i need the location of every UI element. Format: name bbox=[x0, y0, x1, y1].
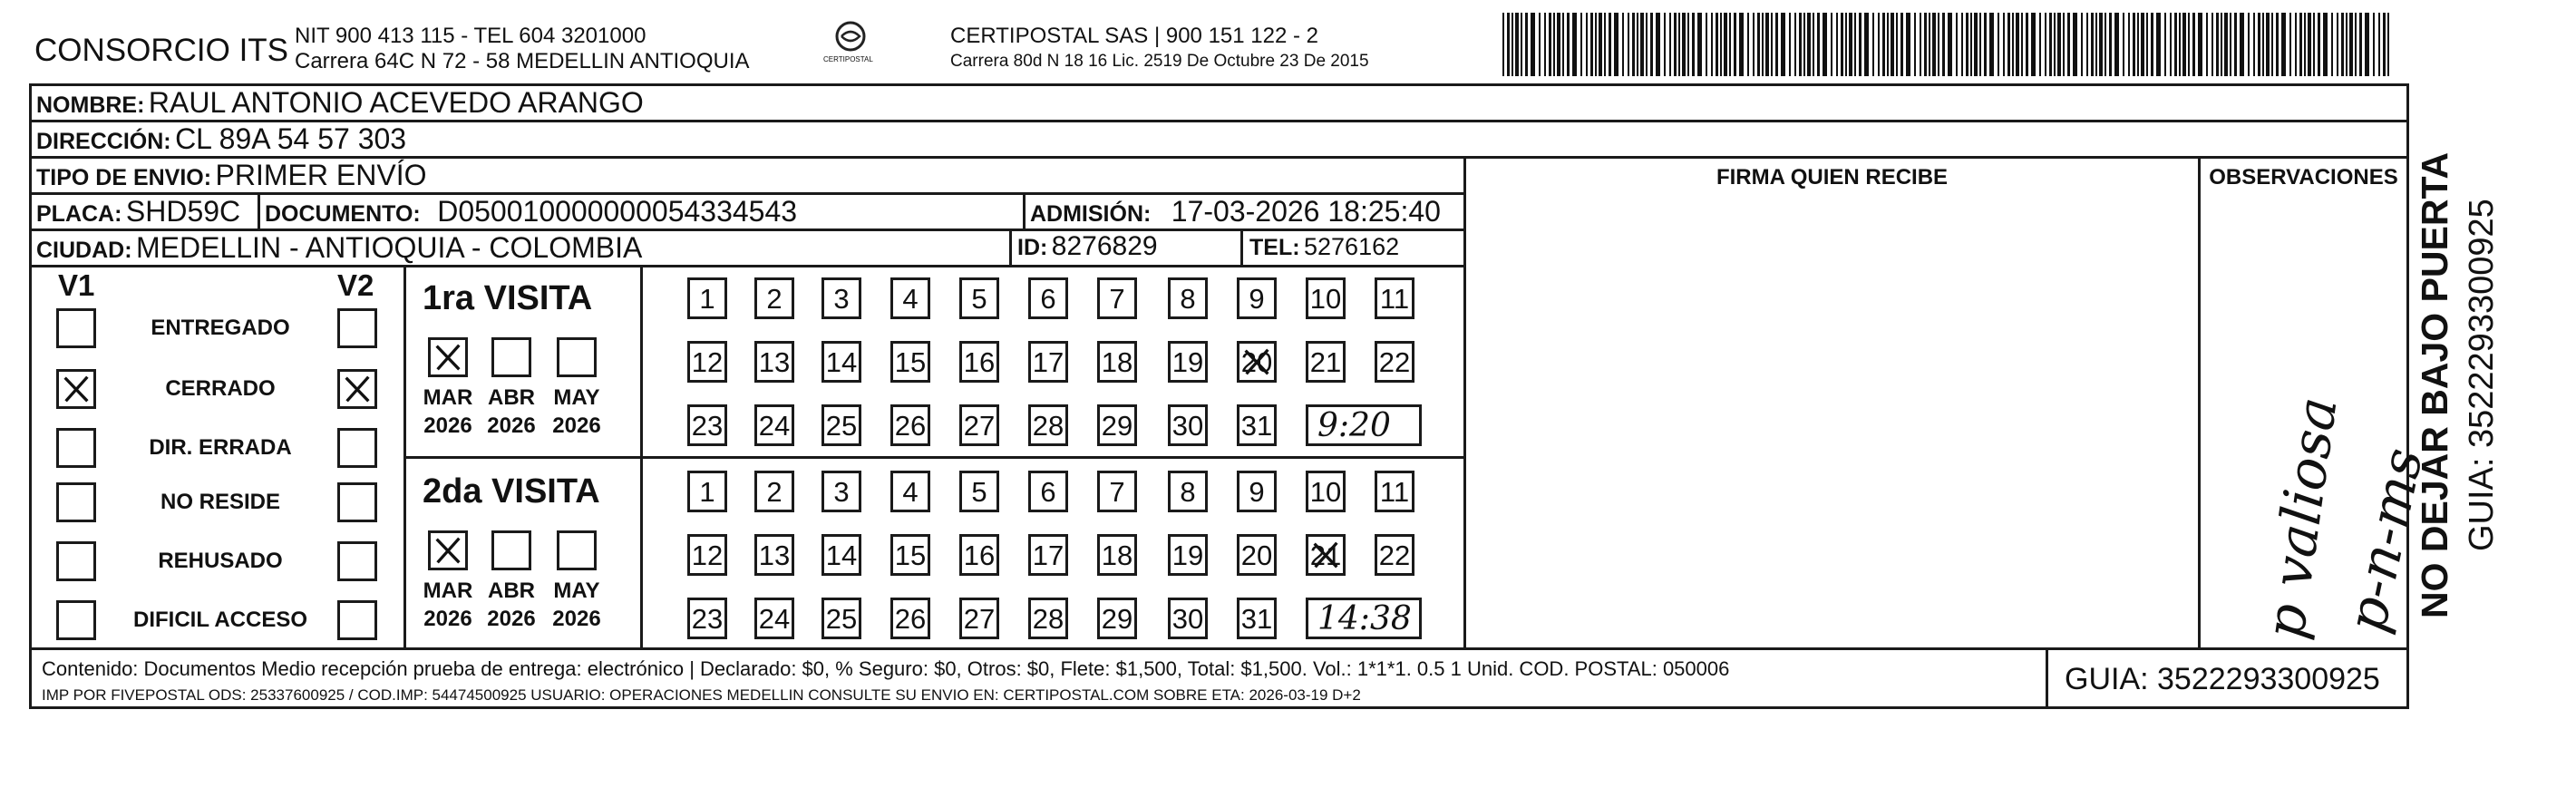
day-box[interactable] bbox=[1028, 341, 1068, 383]
day-box[interactable] bbox=[1375, 471, 1414, 512]
v1-checkbox[interactable] bbox=[56, 369, 96, 409]
company-address: Carrera 64C N 72 - 58 MEDELLIN ANTIOQUIA bbox=[295, 49, 750, 73]
day-box[interactable] bbox=[1237, 341, 1277, 383]
day-box[interactable] bbox=[1375, 534, 1414, 576]
day-number: 24 bbox=[758, 410, 791, 442]
day-box[interactable] bbox=[1028, 534, 1068, 576]
tel-value: 5276162 bbox=[1304, 233, 1400, 260]
day-box[interactable] bbox=[959, 277, 999, 319]
day-box[interactable] bbox=[1237, 404, 1277, 446]
visit-time: 9:20 bbox=[1317, 407, 1391, 444]
day-number: 26 bbox=[894, 603, 927, 635]
day-box[interactable] bbox=[1097, 277, 1137, 319]
day-box[interactable] bbox=[1375, 277, 1414, 319]
day-number: 23 bbox=[691, 410, 724, 442]
placa-label: PLACA: bbox=[36, 201, 122, 227]
day-box[interactable] bbox=[821, 534, 861, 576]
day-number: 5 bbox=[971, 476, 987, 508]
day-box[interactable] bbox=[821, 471, 861, 512]
day-number: 23 bbox=[691, 603, 724, 635]
placa-value: SHD59C bbox=[125, 195, 241, 228]
logo-text: CERTIPOSTAL bbox=[823, 55, 873, 63]
footer-imp: IMP POR FIVEPOSTAL ODS: 25337600925 / COD.IMP: 54474500925 USUARIO: OPERACIONES MEDELLIN CONSULTE SU ENVIO EN: CERTIPOSTAL.COM SOBRE ETA: 2026-03-19 D+2 bbox=[42, 686, 1361, 704]
placa-row bbox=[36, 197, 240, 226]
day-number: 22 bbox=[1378, 540, 1411, 571]
day-number: 19 bbox=[1171, 540, 1204, 571]
status-label: REHUSADO bbox=[158, 549, 283, 573]
day-number: 16 bbox=[963, 540, 996, 571]
day-number: 30 bbox=[1171, 410, 1204, 442]
day-number: 7 bbox=[1109, 283, 1125, 315]
day-box[interactable] bbox=[754, 277, 794, 319]
nombre-value: RAUL ANTONIO ACEVEDO ARANGO bbox=[148, 86, 644, 119]
month-checkbox[interactable] bbox=[491, 337, 531, 377]
day-number: 4 bbox=[902, 283, 919, 315]
day-number: 18 bbox=[1101, 346, 1133, 378]
month-label: ABR bbox=[488, 385, 535, 410]
day-box[interactable] bbox=[1168, 341, 1208, 383]
status-label: ENTREGADO bbox=[151, 316, 290, 340]
day-number: 26 bbox=[894, 410, 927, 442]
day-box[interactable] bbox=[1028, 471, 1068, 512]
tel-label: TEL: bbox=[1249, 235, 1300, 260]
month-label: MAY bbox=[553, 385, 600, 410]
v2-checkbox[interactable] bbox=[337, 369, 377, 409]
day-number: 5 bbox=[971, 283, 987, 315]
admision-value: 17-03-2026 18:25:40 bbox=[1171, 195, 1441, 228]
day-box[interactable] bbox=[1028, 404, 1068, 446]
visit-title: 1ra VISITA bbox=[423, 279, 593, 317]
documento-value: D050010000000054334543 bbox=[437, 195, 798, 228]
observation-note-1: p valiosa bbox=[2253, 393, 2350, 644]
day-box[interactable] bbox=[1097, 471, 1137, 512]
month-checkbox[interactable] bbox=[491, 530, 531, 570]
day-box[interactable] bbox=[754, 534, 794, 576]
day-box[interactable] bbox=[1306, 341, 1346, 383]
day-number: 27 bbox=[963, 603, 996, 635]
side-guia: GUIA: 3522293300925 bbox=[2463, 199, 2501, 551]
footer-contenido: Contenido: Documentos Medio recepción prueba de entrega: electrónico | Declarado: $0, % Seguro: $0, Otros: $0, Flete: $1,500, Total: $1,500. Vol.: 1*1*1. 0.5 1 Unid. COD. POSTAL: 050006 bbox=[42, 657, 1730, 680]
day-box[interactable] bbox=[687, 534, 727, 576]
day-box[interactable] bbox=[687, 404, 727, 446]
day-box[interactable] bbox=[821, 404, 861, 446]
day-number: 6 bbox=[1040, 283, 1056, 315]
day-box[interactable] bbox=[959, 534, 999, 576]
day-number: 25 bbox=[825, 410, 858, 442]
ciudad-row bbox=[36, 233, 642, 262]
company-nit: NIT 900 413 115 - TEL 604 3201000 bbox=[295, 24, 646, 48]
day-box[interactable] bbox=[890, 598, 930, 639]
day-number: 17 bbox=[1032, 540, 1064, 571]
status-label: NO RESIDE bbox=[160, 490, 281, 514]
day-box[interactable] bbox=[1097, 404, 1137, 446]
day-number: 11 bbox=[1379, 283, 1410, 315]
month-checkbox[interactable] bbox=[557, 337, 597, 377]
day-number: 13 bbox=[758, 540, 791, 571]
day-number: 17 bbox=[1032, 346, 1064, 378]
day-box[interactable] bbox=[1237, 534, 1277, 576]
day-number: 13 bbox=[758, 346, 791, 378]
day-number: 2 bbox=[766, 283, 783, 315]
direccion-label: DIRECCIÓN: bbox=[36, 129, 171, 154]
day-number: 8 bbox=[1180, 283, 1196, 315]
visit-time-box[interactable] bbox=[1306, 598, 1422, 639]
status-label: DIFICIL ACCESO bbox=[132, 608, 307, 632]
tipo-row bbox=[36, 160, 426, 190]
day-box[interactable] bbox=[1097, 598, 1137, 639]
day-box[interactable] bbox=[1306, 277, 1346, 319]
day-box[interactable] bbox=[1168, 471, 1208, 512]
v1-checkbox[interactable] bbox=[56, 600, 96, 640]
day-number: 31 bbox=[1240, 410, 1273, 442]
day-box[interactable] bbox=[1306, 534, 1346, 576]
v2-checkbox[interactable] bbox=[337, 541, 377, 581]
visit-title: 2da VISITA bbox=[423, 472, 600, 510]
firma-header: FIRMA QUIEN RECIBE bbox=[1716, 165, 1949, 190]
day-number: 25 bbox=[825, 603, 858, 635]
courier-address: Carrera 80d N 18 16 Lic. 2519 De Octubre 23 De 2015 bbox=[950, 52, 1369, 71]
direccion-row bbox=[36, 124, 406, 153]
day-box[interactable] bbox=[959, 341, 999, 383]
direccion-value: CL 89A 54 57 303 bbox=[175, 122, 407, 155]
day-number: 12 bbox=[691, 540, 724, 571]
day-number: 14 bbox=[825, 540, 858, 571]
day-number: 28 bbox=[1032, 410, 1064, 442]
day-box[interactable] bbox=[890, 341, 930, 383]
day-number: 21 bbox=[1309, 346, 1342, 378]
day-box[interactable] bbox=[1168, 404, 1208, 446]
admision-row bbox=[1030, 197, 1441, 226]
day-box[interactable] bbox=[1237, 277, 1277, 319]
day-box[interactable] bbox=[754, 471, 794, 512]
v2-label: V2 bbox=[337, 268, 374, 302]
v2-checkbox[interactable] bbox=[337, 428, 377, 468]
ciudad-value: MEDELLIN - ANTIOQUIA - COLOMBIA bbox=[136, 231, 643, 264]
day-number: 31 bbox=[1240, 603, 1273, 635]
day-box[interactable] bbox=[687, 471, 727, 512]
day-number: 9 bbox=[1249, 283, 1265, 315]
day-box[interactable] bbox=[754, 341, 794, 383]
v2-checkbox[interactable] bbox=[337, 308, 377, 348]
day-box[interactable] bbox=[959, 404, 999, 446]
v1-checkbox[interactable] bbox=[56, 541, 96, 581]
day-box[interactable] bbox=[890, 404, 930, 446]
observation-note-2: p-n-ms bbox=[2335, 442, 2436, 638]
day-number: 18 bbox=[1101, 540, 1133, 571]
day-box[interactable] bbox=[1306, 471, 1346, 512]
day-number: 29 bbox=[1101, 603, 1133, 635]
ciudad-label: CIUDAD: bbox=[36, 238, 132, 263]
day-box[interactable] bbox=[821, 341, 861, 383]
v1-checkbox[interactable] bbox=[56, 428, 96, 468]
year-label: 2026 bbox=[552, 607, 601, 631]
year-label: 2026 bbox=[487, 413, 536, 438]
day-box[interactable] bbox=[1237, 598, 1277, 639]
v1-checkbox[interactable] bbox=[56, 482, 96, 522]
month-label: ABR bbox=[488, 579, 535, 603]
day-box[interactable] bbox=[821, 277, 861, 319]
year-label: 2026 bbox=[423, 413, 472, 438]
day-number: 15 bbox=[894, 540, 927, 571]
month-checkbox[interactable] bbox=[428, 337, 468, 377]
day-box[interactable] bbox=[890, 471, 930, 512]
year-label: 2026 bbox=[487, 607, 536, 631]
day-number: 16 bbox=[963, 346, 996, 378]
day-number: 20 bbox=[1240, 346, 1273, 378]
day-box[interactable] bbox=[1028, 598, 1068, 639]
status-label: CERRADO bbox=[165, 376, 276, 401]
day-box[interactable] bbox=[1097, 534, 1137, 576]
day-number: 22 bbox=[1378, 346, 1411, 378]
tel-row bbox=[1249, 235, 1399, 259]
courier-name: CERTIPOSTAL SAS | 900 151 122 - 2 bbox=[950, 24, 1318, 48]
day-number: 12 bbox=[691, 346, 724, 378]
day-number: 28 bbox=[1032, 603, 1064, 635]
day-number: 21 bbox=[1309, 540, 1342, 571]
day-number: 11 bbox=[1379, 476, 1410, 508]
v1-checkbox[interactable] bbox=[56, 308, 96, 348]
month-checkbox[interactable] bbox=[557, 530, 597, 570]
day-number: 27 bbox=[963, 410, 996, 442]
day-box[interactable] bbox=[687, 341, 727, 383]
day-number: 29 bbox=[1101, 410, 1133, 442]
day-number: 10 bbox=[1309, 476, 1342, 508]
month-label: MAY bbox=[553, 579, 600, 603]
certipostal-logo bbox=[814, 20, 887, 69]
day-box[interactable] bbox=[959, 471, 999, 512]
day-number: 15 bbox=[894, 346, 927, 378]
status-label: DIR. ERRADA bbox=[149, 435, 292, 460]
v2-checkbox[interactable] bbox=[337, 600, 377, 640]
nombre-label: NOMBRE: bbox=[36, 92, 145, 118]
footer-guia: GUIA: 3522293300925 bbox=[2065, 662, 2380, 696]
day-number: 3 bbox=[833, 283, 850, 315]
day-number: 1 bbox=[699, 476, 715, 508]
day-number: 4 bbox=[902, 476, 919, 508]
day-number: 2 bbox=[766, 476, 783, 508]
v1-label: V1 bbox=[58, 268, 95, 302]
day-box[interactable] bbox=[1237, 471, 1277, 512]
day-box[interactable] bbox=[959, 598, 999, 639]
day-number: 7 bbox=[1109, 476, 1125, 508]
id-value: 8276829 bbox=[1051, 231, 1158, 261]
day-box[interactable] bbox=[890, 277, 930, 319]
tipo-label: TIPO DE ENVIO: bbox=[36, 165, 212, 190]
tipo-value: PRIMER ENVÍO bbox=[215, 159, 427, 191]
day-number: 20 bbox=[1240, 540, 1273, 571]
visit-time-box[interactable] bbox=[1306, 404, 1422, 446]
day-number: 30 bbox=[1171, 603, 1204, 635]
visit-time: 14:38 bbox=[1317, 600, 1412, 637]
day-number: 3 bbox=[833, 476, 850, 508]
observaciones-header: OBSERVACIONES bbox=[2209, 165, 2398, 190]
id-row bbox=[1017, 233, 1158, 260]
day-box[interactable] bbox=[890, 534, 930, 576]
month-label: MAR bbox=[423, 385, 473, 410]
side-no-dejar: NO DEJAR BAJO PUERTA bbox=[2414, 151, 2455, 618]
barcode bbox=[1501, 13, 2394, 76]
day-box[interactable] bbox=[1097, 341, 1137, 383]
day-box[interactable] bbox=[1375, 341, 1414, 383]
day-number: 6 bbox=[1040, 476, 1056, 508]
documento-row bbox=[265, 197, 797, 226]
v2-checkbox[interactable] bbox=[337, 482, 377, 522]
month-checkbox[interactable] bbox=[428, 530, 468, 570]
day-number: 1 bbox=[699, 283, 715, 315]
documento-label: DOCUMENTO: bbox=[265, 201, 421, 227]
nombre-row bbox=[36, 88, 644, 117]
day-box[interactable] bbox=[1028, 277, 1068, 319]
day-box[interactable] bbox=[1168, 598, 1208, 639]
day-box[interactable] bbox=[754, 404, 794, 446]
admision-label: ADMISIÓN: bbox=[1030, 201, 1152, 227]
day-number: 24 bbox=[758, 603, 791, 635]
year-label: 2026 bbox=[552, 413, 601, 438]
day-box[interactable] bbox=[687, 598, 727, 639]
day-box[interactable] bbox=[821, 598, 861, 639]
day-box[interactable] bbox=[1168, 277, 1208, 319]
day-number: 14 bbox=[825, 346, 858, 378]
day-box[interactable] bbox=[754, 598, 794, 639]
day-number: 9 bbox=[1249, 476, 1265, 508]
day-box[interactable] bbox=[1168, 534, 1208, 576]
day-number: 8 bbox=[1180, 476, 1196, 508]
day-number: 19 bbox=[1171, 346, 1204, 378]
month-label: MAR bbox=[423, 579, 473, 603]
year-label: 2026 bbox=[423, 607, 472, 631]
id-label: ID: bbox=[1017, 235, 1048, 260]
company-name: CONSORCIO ITS bbox=[34, 33, 289, 68]
day-box[interactable] bbox=[687, 277, 727, 319]
day-number: 10 bbox=[1309, 283, 1342, 315]
